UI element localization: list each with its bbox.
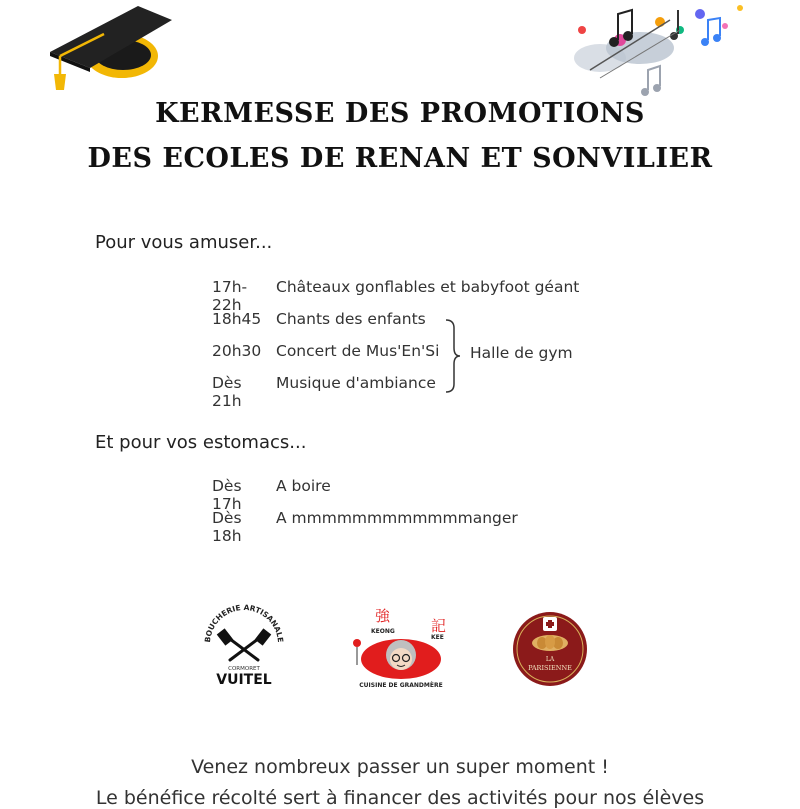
graduation-cap-icon — [46, 2, 176, 94]
keong-name-2: KEE — [431, 634, 444, 641]
brace-icon — [444, 318, 464, 394]
title-line-2: DES ECOLES DE RENAN ET SONVILIER — [87, 143, 713, 174]
venue-label: Halle de gym — [470, 344, 573, 362]
keong-bottom-text: CUISINE DE GRANDMÈRE — [359, 682, 443, 689]
food-activity: A mmmmmmmmmmmmanger — [276, 509, 518, 527]
food-heading: Et pour vos estomacs... — [95, 432, 307, 453]
fun-time: 17h-22h — [212, 278, 248, 314]
title-line-1: KERMESSE DES PROMOTIONS — [155, 98, 645, 129]
keong-kee-logo — [345, 605, 455, 691]
food-time: Dès 18h — [212, 509, 242, 545]
la-parisienne-logo — [512, 611, 588, 687]
parisienne-line-1: LA — [545, 656, 555, 663]
parisienne-line-2: PARISIENNE — [528, 664, 572, 672]
food-time: Dès 17h — [212, 477, 242, 513]
fun-time: 20h30 — [212, 342, 262, 360]
food-activity: A boire — [276, 477, 331, 495]
keong-glyph-2: 記 — [431, 617, 447, 635]
fun-activity: Concert de Mus'En'Si — [276, 342, 440, 360]
fun-activity: Châteaux gonflables et babyfoot géant — [276, 278, 580, 296]
fun-time: 18h45 — [212, 310, 262, 328]
vuitel-logo — [196, 600, 292, 696]
fun-activity: Musique d'ambiance — [276, 374, 436, 392]
fun-time: Dès 21h — [212, 374, 242, 410]
keong-glyph-1: 強 — [375, 607, 391, 625]
footer-benefit: Le bénéfice récolté sert à financer des activités pour nos élèves — [95, 787, 705, 809]
keong-name-1: KEONG — [371, 628, 395, 635]
vuitel-sub-text: CORMORET — [228, 666, 260, 672]
fun-heading: Pour vous amuser... — [95, 232, 273, 253]
footer-invitation: Venez nombreux passer un super moment ! — [191, 756, 609, 778]
fun-activity: Chants des enfants — [276, 310, 426, 328]
vuitel-name: VUITEL — [216, 672, 272, 688]
vuitel-arc-text: BOUCHERIE ARTISANALE — [202, 602, 286, 643]
